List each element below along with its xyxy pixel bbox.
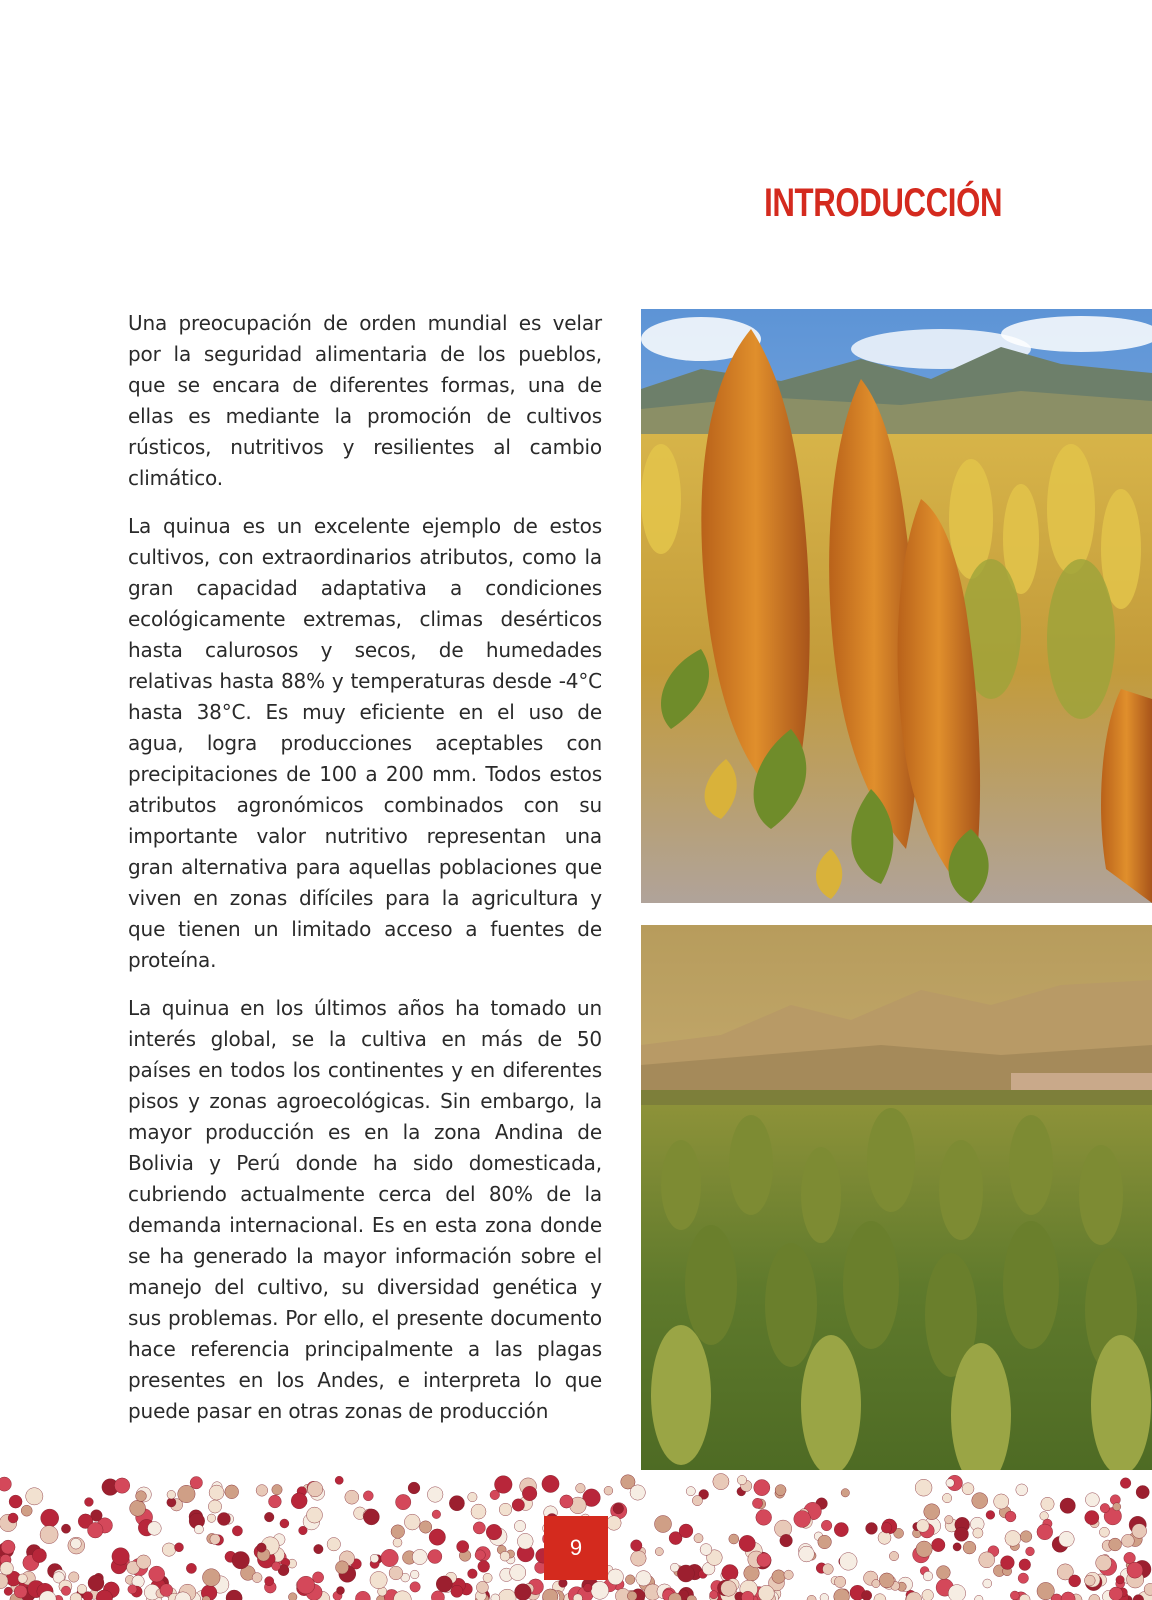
quinoa-seed	[916, 1541, 932, 1557]
quinoa-seed	[942, 1493, 951, 1502]
quinoa-seed	[61, 1586, 70, 1595]
quinoa-seed	[1037, 1524, 1053, 1540]
quinoa-seed	[178, 1485, 195, 1502]
quinoa-seed	[945, 1516, 953, 1524]
quinoa-panicles-photo	[641, 309, 1152, 903]
quinoa-seed	[784, 1570, 793, 1579]
page-number: 9	[544, 1516, 608, 1580]
quinoa-seed	[478, 1561, 490, 1573]
quinoa-seed	[207, 1514, 215, 1522]
quinoa-seed	[700, 1544, 712, 1556]
quinoa-seed	[613, 1503, 624, 1514]
quinoa-seed	[128, 1585, 137, 1594]
quinoa-seed	[272, 1562, 281, 1571]
quinoa-seed	[840, 1553, 858, 1571]
quinoa-seed	[136, 1491, 147, 1502]
quinoa-seed	[337, 1587, 345, 1595]
quinoa-seed	[515, 1584, 532, 1600]
quinoa-seed	[307, 1481, 322, 1496]
quinoa-seed	[436, 1576, 452, 1592]
quinoa-seed	[69, 1572, 79, 1582]
quinoa-seed	[210, 1534, 220, 1544]
quinoa-seed	[584, 1584, 592, 1592]
quinoa-seed	[1016, 1484, 1028, 1496]
quinoa-seed	[1084, 1575, 1095, 1586]
quinoa-seed	[630, 1485, 645, 1500]
quinoa-seed	[780, 1534, 793, 1547]
quinoa-seed	[457, 1541, 469, 1553]
quinoa-seed	[916, 1520, 929, 1533]
quinoa-seed	[775, 1520, 792, 1537]
quinoa-seed	[393, 1538, 402, 1547]
quinoa-seed	[269, 1495, 282, 1508]
quinoa-seed	[194, 1525, 203, 1534]
quinoa-seed	[772, 1570, 786, 1584]
quinoa-seed	[922, 1590, 934, 1600]
quinoa-seed	[983, 1579, 992, 1588]
quinoa-seed	[427, 1487, 443, 1503]
quinoa-seed	[722, 1565, 738, 1581]
quinoa-seed	[631, 1551, 647, 1567]
quinoa-seed	[963, 1541, 976, 1554]
quinoa-seed	[495, 1476, 513, 1494]
quinoa-seed	[327, 1538, 340, 1551]
quinoa-seed	[471, 1504, 486, 1519]
quinoa-seed	[752, 1498, 762, 1508]
quinoa-seed	[175, 1543, 184, 1552]
quinoa-seed	[604, 1486, 613, 1495]
quinoa-seed	[823, 1564, 834, 1575]
quinoa-seed	[721, 1581, 737, 1597]
quinoa-seed	[739, 1535, 755, 1551]
quinoa-seed	[8, 1513, 18, 1523]
paragraph-1: Una preocupación de orden mundial es velar por la seguridad alimentaria de los pueblos, que se encara de diferentes formas, una de ellas es mediante la promoción de cultivos rústicos, nutritivos y resilientes al cambio climático.	[128, 311, 602, 490]
quinoa-seed	[841, 1489, 849, 1497]
quinoa-seed	[112, 1548, 129, 1565]
quinoa-seed	[937, 1566, 951, 1580]
quinoa-seed	[265, 1577, 274, 1586]
quinoa-seed	[410, 1582, 420, 1592]
quinoa-seed	[677, 1565, 694, 1582]
quinoa-field-photo	[641, 925, 1152, 1471]
quinoa-seed	[1019, 1559, 1031, 1571]
quinoa-seed	[655, 1516, 672, 1533]
quinoa-seed	[0, 1562, 13, 1575]
quinoa-seed	[499, 1503, 512, 1516]
quinoa-seed	[979, 1552, 995, 1568]
quinoa-seed	[821, 1520, 832, 1531]
quinoa-seed	[1010, 1591, 1019, 1600]
quinoa-seed	[559, 1579, 568, 1588]
quinoa-seed	[370, 1572, 387, 1589]
quinoa-seed	[1122, 1534, 1135, 1547]
quinoa-seed	[973, 1528, 983, 1538]
quinoa-seed	[962, 1483, 974, 1495]
quinoa-seed	[14, 1585, 27, 1598]
quinoa-seed	[32, 1548, 46, 1562]
quinoa-seed	[694, 1534, 703, 1543]
quinoa-seed	[335, 1476, 343, 1484]
quinoa-seed	[299, 1526, 308, 1535]
quinoa-seed	[314, 1544, 323, 1553]
quinoa-seed	[1113, 1503, 1121, 1511]
page-title: INTRODUCCIÓN	[764, 181, 1002, 225]
quinoa-seed	[818, 1535, 832, 1549]
quinoa-seed	[542, 1475, 559, 1492]
quinoa-seed	[923, 1571, 933, 1581]
quinoa-seed	[972, 1493, 988, 1509]
quinoa-seed	[692, 1496, 702, 1506]
quinoa-seed	[345, 1490, 359, 1504]
quinoa-seed	[396, 1494, 411, 1509]
quinoa-seed	[1060, 1498, 1075, 1513]
quinoa-seed	[948, 1585, 965, 1600]
quinoa-seed	[41, 1509, 59, 1527]
quinoa-seed	[483, 1573, 492, 1582]
quinoa-seed	[512, 1499, 524, 1511]
quinoa-seed	[88, 1575, 104, 1591]
quinoa-seed	[1109, 1538, 1122, 1551]
quinoa-seed	[232, 1526, 242, 1536]
quinoa-seed	[1085, 1493, 1099, 1507]
quinoa-seed	[203, 1569, 221, 1587]
quinoa-seed	[190, 1477, 202, 1489]
quinoa-seed	[607, 1516, 622, 1531]
quinoa-seed	[500, 1551, 510, 1561]
quinoa-seed	[1120, 1478, 1131, 1489]
quinoa-seed	[272, 1485, 282, 1495]
quinoa-seed	[209, 1485, 224, 1500]
quinoa-seed	[1100, 1503, 1109, 1512]
quinoa-seed	[834, 1576, 845, 1587]
quinoa-seed	[953, 1543, 961, 1551]
quinoa-seed	[61, 1524, 70, 1533]
quinoa-seed	[834, 1523, 848, 1537]
quinoa-seed	[40, 1526, 58, 1544]
quinoa-seed	[1026, 1547, 1035, 1556]
quinoa-seed	[391, 1525, 405, 1539]
quinoa-seed	[636, 1571, 651, 1586]
quinoa-seed	[631, 1540, 642, 1551]
quinoa-seed	[754, 1480, 770, 1496]
quinoa-seed	[468, 1492, 477, 1501]
quinoa-seed	[514, 1520, 525, 1531]
quinoa-seed	[21, 1505, 32, 1516]
quinoa-seed	[986, 1511, 995, 1520]
quinoa-seed	[1099, 1527, 1109, 1537]
quinoa-seed	[627, 1591, 637, 1600]
quinoa-seed	[915, 1479, 932, 1496]
quinoa-seed	[517, 1533, 533, 1549]
quinoa-seed	[26, 1488, 43, 1505]
quinoa-seed	[510, 1564, 526, 1580]
quinoa-seed	[9, 1495, 22, 1508]
quinoa-seed	[225, 1485, 239, 1499]
quinoa-seed	[137, 1555, 151, 1569]
quinoa-seed	[370, 1554, 379, 1563]
quinoa-seed	[186, 1563, 196, 1573]
quinoa-seed	[149, 1566, 165, 1582]
quinoa-seed	[148, 1522, 162, 1536]
quinoa-seed	[162, 1543, 175, 1556]
quinoa-seed	[756, 1510, 772, 1526]
quinoa-seed	[655, 1548, 663, 1556]
quinoa-seed	[1132, 1524, 1147, 1539]
quinoa-seed	[18, 1574, 27, 1583]
quinoa-seed	[799, 1546, 815, 1562]
quinoa-seed	[1109, 1587, 1123, 1600]
quinoa-seed	[1096, 1555, 1112, 1571]
quinoa-seed	[428, 1550, 442, 1564]
quinoa-seed	[264, 1512, 274, 1522]
quinoa-seed	[625, 1575, 635, 1585]
quinoa-seed	[1059, 1531, 1075, 1547]
quinoa-seed	[710, 1591, 718, 1599]
quinoa-seed	[313, 1572, 324, 1583]
quinoa-seed	[288, 1593, 297, 1600]
quinoa-seed	[71, 1538, 82, 1549]
quinoa-seed	[280, 1519, 289, 1528]
quinoa-seed	[924, 1504, 940, 1520]
quinoa-seed	[476, 1581, 488, 1593]
paragraph-3: La quinua en los últimos años ha tomado un interés global, se la cultiva en más de 50 países en todos los continentes y en diferentes pisos y zonas agroecológicas. Sin embargo, la mayor producción es en la zona Andina de Bolivia y Perú donde ha sido domesticada, cubriendo actualmente cerca del 80% de la demanda internacional. Es en esta zona donde se ha generado la mayor información sobre el manejo del cultivo, su diversidad genética y sus problemas. Por ello, el presente documento hace referencia principalmente a las plagas presentes en los Andes, e interpreta lo que puede pasar en otras zonas de producción	[128, 996, 602, 1423]
quinoa-seed	[713, 1474, 729, 1490]
quinoa-seed	[208, 1500, 221, 1513]
quinoa-seed	[878, 1531, 891, 1544]
quinoa-seed	[994, 1494, 1009, 1509]
quinoa-seed	[881, 1523, 892, 1534]
quinoa-seed	[486, 1524, 502, 1540]
quinoa-seed	[1018, 1573, 1028, 1583]
quinoa-seed	[257, 1543, 266, 1552]
quinoa-seed	[336, 1561, 349, 1574]
quinoa-seed	[232, 1552, 249, 1569]
quinoa-seed	[114, 1478, 129, 1493]
quinoa-seed	[1136, 1486, 1149, 1499]
quinoa-seed	[737, 1475, 746, 1484]
quinoa-seed	[1020, 1531, 1032, 1543]
quinoa-seed	[256, 1485, 268, 1497]
quinoa-seed	[1069, 1575, 1081, 1587]
quinoa-seed	[932, 1538, 945, 1551]
quinoa-seed	[419, 1521, 431, 1533]
quinoa-seed	[576, 1483, 586, 1493]
quinoa-seed	[560, 1495, 573, 1508]
quinoa-seed	[1005, 1511, 1016, 1522]
quinoa-seed	[1041, 1497, 1054, 1510]
quinoa-seed	[429, 1529, 445, 1545]
quinoa-seed	[591, 1582, 609, 1600]
quinoa-seed	[4, 1587, 12, 1595]
quinoa-seed	[389, 1566, 403, 1580]
quinoa-seed	[862, 1590, 872, 1600]
quinoa-seed	[167, 1490, 176, 1499]
quinoa-seed	[130, 1500, 146, 1516]
quinoa-seed	[451, 1585, 463, 1597]
quinoa-seed	[794, 1511, 811, 1528]
quinoa-seed	[381, 1549, 398, 1566]
quinoa-seed	[252, 1573, 262, 1583]
quinoa-seed	[1001, 1556, 1015, 1570]
quinoa-seed	[307, 1507, 323, 1523]
quinoa-seed	[872, 1580, 880, 1588]
quinoa-seed	[866, 1523, 878, 1535]
quinoa-seed	[468, 1569, 478, 1579]
quinoa-seed	[297, 1576, 315, 1594]
quinoa-seed	[1116, 1576, 1124, 1584]
quinoa-seed	[757, 1553, 771, 1567]
quinoa-seed	[686, 1487, 695, 1496]
quinoa-seed	[85, 1498, 94, 1507]
quinoa-seed	[954, 1527, 968, 1541]
quinoa-seed	[820, 1594, 829, 1600]
quinoa-seed	[83, 1592, 93, 1600]
quinoa-seed	[879, 1573, 894, 1588]
quinoa-seed	[432, 1510, 441, 1519]
quinoa-seed	[363, 1491, 373, 1501]
quinoa-seed	[473, 1522, 485, 1534]
quinoa-seed	[88, 1522, 104, 1538]
quinoa-seed	[475, 1550, 485, 1560]
quinoa-seed	[1127, 1562, 1143, 1578]
quinoa-seed	[522, 1486, 537, 1501]
quinoa-seed	[775, 1485, 786, 1496]
quinoa-seed	[1085, 1511, 1099, 1525]
quinoa-seed	[946, 1479, 954, 1487]
quinoa-seed	[1, 1540, 15, 1554]
quinoa-seed	[410, 1570, 419, 1579]
quinoa-seed	[449, 1496, 464, 1511]
quinoa-seed	[363, 1509, 379, 1525]
quinoa-seed	[404, 1514, 420, 1530]
quinoa-seed	[889, 1551, 898, 1560]
quinoa-seed	[729, 1534, 739, 1544]
quinoa-seed	[217, 1513, 230, 1526]
quinoa-seed	[408, 1482, 420, 1494]
quinoa-seed	[291, 1493, 307, 1509]
quinoa-seed	[412, 1549, 427, 1564]
intro-body	[128, 308, 602, 1444]
quinoa-seed	[608, 1569, 624, 1585]
quinoa-seed	[758, 1585, 774, 1600]
paragraph-2: La quinua es un excelente ejemplo de estos cultivos, con extraordinarios atributos, como la gran capacidad adaptativa a condiciones ecológicamente extremas, climas desérticos hasta calurosos y secos, de humedades relativas hasta 88% y temperaturas desde -4°C hasta 38°C. Es muy eficiente en el uso de agua, logra producciones aceptables con precipitaciones de 100 a 200 mm. Todos estos atributos agronómicos combinados con su importante valor nutritivo representan una gran alternativa para aquellas poblaciones que viven en zonas difíciles para la agricultura y que tienen un limitado acceso a fuentes de proteína.	[128, 514, 602, 972]
quinoa-seed	[679, 1524, 693, 1538]
quinoa-seed	[1005, 1531, 1021, 1547]
